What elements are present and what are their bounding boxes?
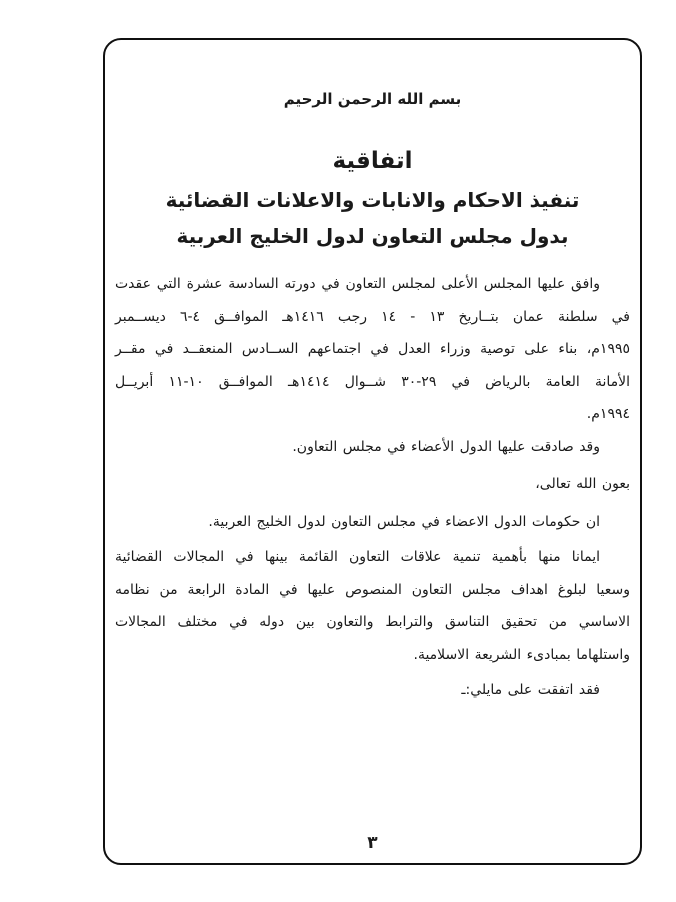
paragraph-5-line-1: ايمانا منها بأهمية تنمية علاقات التعاون القائمة بينها في المجالات القضائية xyxy=(115,549,600,565)
document-body xyxy=(115,268,630,707)
title-line-2: تنفيذ الاحكام والانابات والاعلانات القضائية xyxy=(165,188,580,212)
paragraph-5-line-3: الاساسي من تحقيق التناسق والترابط والتعاون بين دوله في مختلف المجالات xyxy=(115,614,630,630)
paragraph-5-line-4: واستلهاما بمبادىء الشريعة الاسلامية. xyxy=(413,646,630,663)
paragraph-5-line-2: وسعيا لبلوغ اهداف مجلس التعاون المنصوص عليها في المادة الرابعة من نظامه xyxy=(115,581,630,598)
title-line-1: اتفاقية xyxy=(332,148,413,174)
title-line-3: بدول مجلس التعاون لدول الخليج العربية xyxy=(176,224,569,248)
paragraph-1-line-1: وافق عليها المجلس الأعلى لمجلس التعاون في دورته السادسة عشرة التي عقدت xyxy=(115,276,600,292)
page-border-frame xyxy=(103,38,642,865)
page-number: ٣ xyxy=(367,833,378,853)
paragraph-1-line-2: في سلطنة عمان بتــاريخ ١٣ - ١٤ رجب ١٤١٦هـ الموافــق ٤-٦ ديســمبر xyxy=(115,308,631,325)
paragraph-1-line-3: ١٩٩٥م، بناء على توصية وزراء العدل في اجتماعهم الســادس المنعقــد في مقــر xyxy=(115,341,630,357)
paragraph-4: ان حكومات الدول الاعضاء في مجلس التعاون لدول الخليج العربية. xyxy=(208,513,600,530)
basmala: بسم الله الرحمن الرحيم xyxy=(283,90,462,108)
paragraph-3: بعون الله تعالى، xyxy=(535,476,630,492)
paragraph-1-line-4: الأمانة العامة بالرياض في ٢٩-٣٠ شــوال ١٤١٤هـ الموافــق ١٠-١١ أبريــل xyxy=(115,373,631,390)
paragraph-6: فقد اتفقت على مايلي:ـ xyxy=(461,682,600,698)
paragraph-1-line-5: ١٩٩٤م. xyxy=(586,406,630,422)
paragraph-2: وقد صادقت عليها الدول الأعضاء في مجلس التعاون. xyxy=(292,438,600,455)
